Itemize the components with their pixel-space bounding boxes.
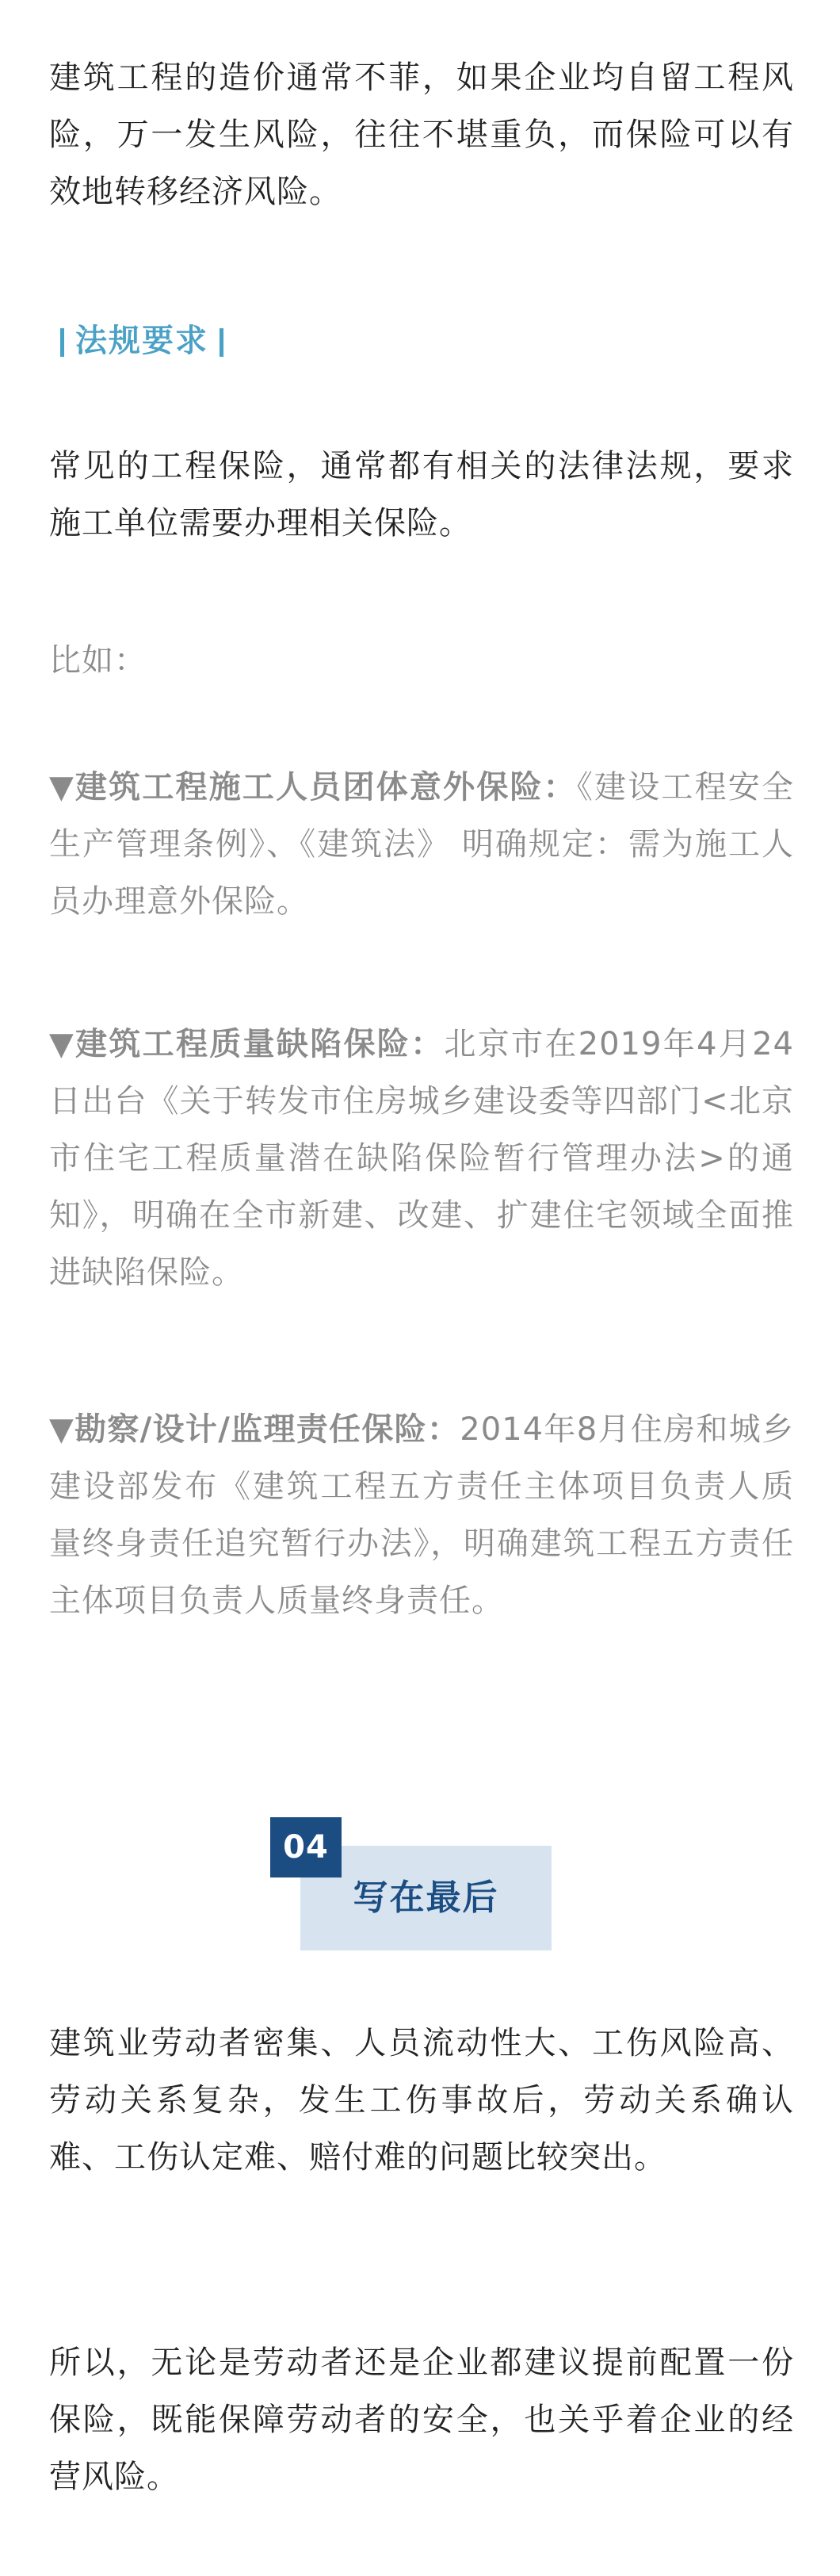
example-label: 比如： — [49, 642, 147, 679]
regulation-item-3-label: ▼勘察/设计/监理责任保险： — [49, 1411, 460, 1448]
regulation-item-3-text: 2014年8月住房和城乡建设部发布《建筑工程五方责任主体项目负责人质量终身责任追究暂行办法》，明确建筑工程五方责任主体项目负责人质量终身责任。 — [49, 1411, 795, 1619]
intro-paragraph: 建筑工程的造价通常不菲，如果企业均自留工程风险，万一发生风险，往往不堪重负，而保险可以有效地转移经济风险。 — [49, 59, 794, 210]
section-badge-title: 写在最后 — [353, 1877, 499, 1918]
final-paragraph-2: 所以，无论是劳动者还是企业都建议提前配置一份保险，既能保障劳动者的安全，也关乎着企业的经营风险。 — [49, 2344, 794, 2495]
regulation-item-3 — [49, 1401, 794, 1629]
section-heading-regulation — [49, 317, 235, 365]
regulation-item-1-text: 《建设工程安全生产管理条例》、《建筑法》 明确规定：需为施工人员办理意外保险。 — [49, 769, 794, 920]
regulation-item-2-text: 北京市在2019年4月24日出台《关于转发市住房城乡建设委等四部门<北京市住宅工程质量潜在缺陷保险暂行管理办法>的通知》，明确在全市新建、改建、扩建住宅领域全面推进缺陷保险。 — [49, 1026, 794, 1291]
regulation-item-2-label: ▼建筑工程质量缺陷保险： — [49, 1026, 445, 1062]
section-heading-text: 法规要求 — [75, 323, 208, 359]
regulation-item-1-label: ▼建筑工程施工人员团体意外保险： — [49, 769, 577, 806]
heading-bar-left — [60, 328, 64, 357]
section-badge-number: 04 — [270, 1817, 342, 1877]
regulation-item-1 — [49, 759, 794, 930]
heading-bar-right — [220, 328, 223, 357]
regulation-intro-paragraph: 常见的工程保险，通常都有相关的法律法规，要求施工单位需要办理相关保险。 — [49, 448, 794, 542]
final-paragraph-1: 建筑业劳动者密集、人员流动性大、工伤风险高、劳动关系复杂，发生工伤事故后，劳动关系确认难、工伤认定难、赔付难的问题比较突出。 — [49, 2025, 794, 2176]
regulation-item-2 — [49, 1016, 794, 1301]
